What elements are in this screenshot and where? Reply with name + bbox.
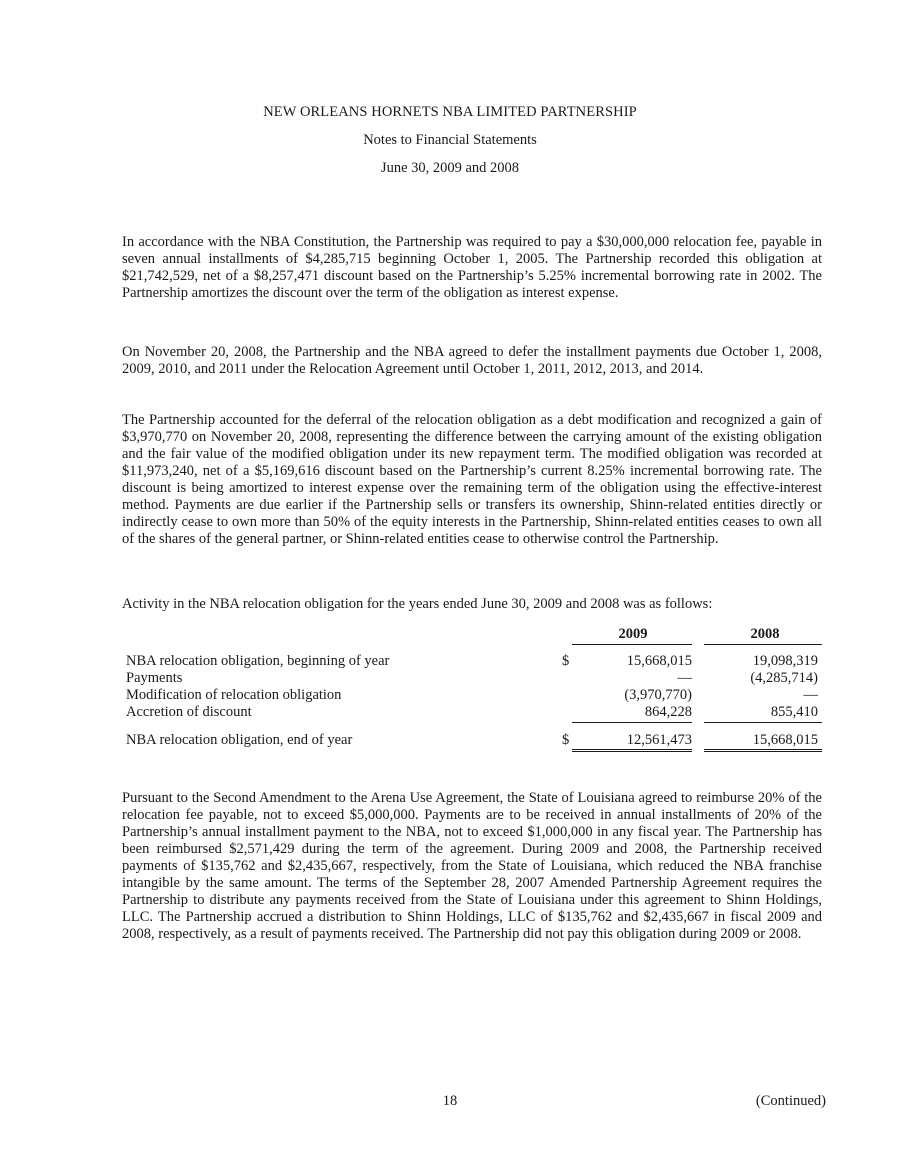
value-2008: 855,410 xyxy=(770,704,818,720)
value-2008: (4,285,714) xyxy=(750,670,818,686)
table-row xyxy=(122,687,822,704)
total-double-rule-2008 xyxy=(704,749,822,752)
value-2008: — xyxy=(803,687,818,703)
value-2009: 12,561,473 xyxy=(626,732,692,748)
row-label: NBA relocation obligation, end of year xyxy=(126,732,353,748)
value-2009: (3,970,770) xyxy=(624,687,692,703)
statement-subtitle: Notes to Financial Statements xyxy=(363,132,537,148)
value-2008: 15,668,015 xyxy=(752,732,818,748)
value-2008: 19,098,319 xyxy=(752,653,818,669)
paragraph-relocation-fee: In accordance with the NBA Constitution, the Partnership was required to pay a $30,000,000 relocation fee, payable in seven annual installments of $4,285,715 beginning October 1, 2005. The Partnership recorded this obligation at $21,742,529, net of a $8,257,471 discount based on the Partnership’s 5.25% incremental borrowing rate in 2002. The Partnership amortizes the discount over the term of the obligation as interest expense. xyxy=(122,234,822,301)
row-label: Modification of relocation obligation xyxy=(126,687,342,703)
column-header-2008: 2008 xyxy=(750,626,780,642)
continued-label: (Continued) xyxy=(755,1093,826,1109)
total-double-rule-2009 xyxy=(572,749,692,752)
value-2009: 864,228 xyxy=(644,704,692,720)
page-number: 18 xyxy=(442,1093,458,1109)
statement-date: June 30, 2009 and 2008 xyxy=(380,160,520,176)
table-row xyxy=(122,653,822,670)
value-2009: — xyxy=(677,670,692,686)
row-label: NBA relocation obligation, beginning of year xyxy=(126,653,390,669)
header-rule-2008 xyxy=(704,644,822,645)
relocation-obligation-table xyxy=(122,622,822,762)
value-2009: 15,668,015 xyxy=(626,653,692,669)
row-label: Payments xyxy=(126,670,183,686)
paragraph-activity-intro: Activity in the NBA relocation obligation for the years ended June 30, 2009 and 2008 was as follows: xyxy=(122,596,713,612)
row-label: Accretion of discount xyxy=(126,704,252,720)
paragraph-debt-modification: The Partnership accounted for the deferral of the relocation obligation as a debt modification and recognized a gain of $3,970,770 on November 20, 2008, representing the difference between the carrying amount of the existing obligation and the fair value of the modified obligation under its new repayment term. The modified obligation was recorded at $11,973,240, net of a $5,169,616 discount based on the Partnership’s current 8.25% incremental borrowing rate. The discount is being amortized to interest expense over the remaining term of the obligation using the effective-interest method. Payments are due earlier if the Partnership sells or transfers its ownership, Shinn-related entities directly or indirectly cease to own more than 50% of the equity interests in the Partnership, Shinn-related entities ceases to own all of the shares of the general partner, or Shinn-related entities cease to otherwise control the Partnership. xyxy=(122,412,822,547)
paragraph-louisiana-reimbursement: Pursuant to the Second Amendment to the Arena Use Agreement, the State of Louisiana agreed to reimburse 20% of the relocation fee payable, not to exceed $5,000,000. Payments are to be received in annual installments of 20% of the Partnership’s annual installment payment to the NBA, not to exceed $1,000,000 in any fiscal year. The Partnership has been reimbursed $2,571,429 during the term of the agreement. During 2009 and 2008, the Partnership received payments of $135,762 and $2,435,667, respectively, from the State of Louisiana, which reduced the NBA franchise intangible by the same amount. The terms of the September 28, 2007 Amended Partnership Agreement requires the Partnership to distribute any payments received from the State of Louisiana under this agreement to Shinn Holdings, LLC. The Partnership accrued a distribution to Shinn Holdings, LLC of $135,762 and $2,435,667 in fiscal 2009 and 2008, respectively, as a result of payments received. The Partnership did not pay this obligation during 2009 or 2008. xyxy=(122,790,822,942)
header-rule-2009 xyxy=(572,644,692,645)
dollar-sign: $ xyxy=(562,732,570,748)
dollar-sign: $ xyxy=(562,653,570,669)
subtotal-rule-2009 xyxy=(572,722,692,723)
table-row-total xyxy=(122,732,822,749)
company-title: NEW ORLEANS HORNETS NBA LIMITED PARTNERSHIP xyxy=(263,104,637,120)
subtotal-rule-2008 xyxy=(704,722,822,723)
column-header-2009: 2009 xyxy=(618,626,648,642)
table-row xyxy=(122,670,822,687)
paragraph-deferral-agreement: On November 20, 2008, the Partnership and the NBA agreed to defer the installment payments due October 1, 2008, 2009, 2010, and 2011 under the Relocation Agreement until October 1, 2011, 2012, 2013, and 2014. xyxy=(122,344,822,377)
table-row xyxy=(122,704,822,721)
